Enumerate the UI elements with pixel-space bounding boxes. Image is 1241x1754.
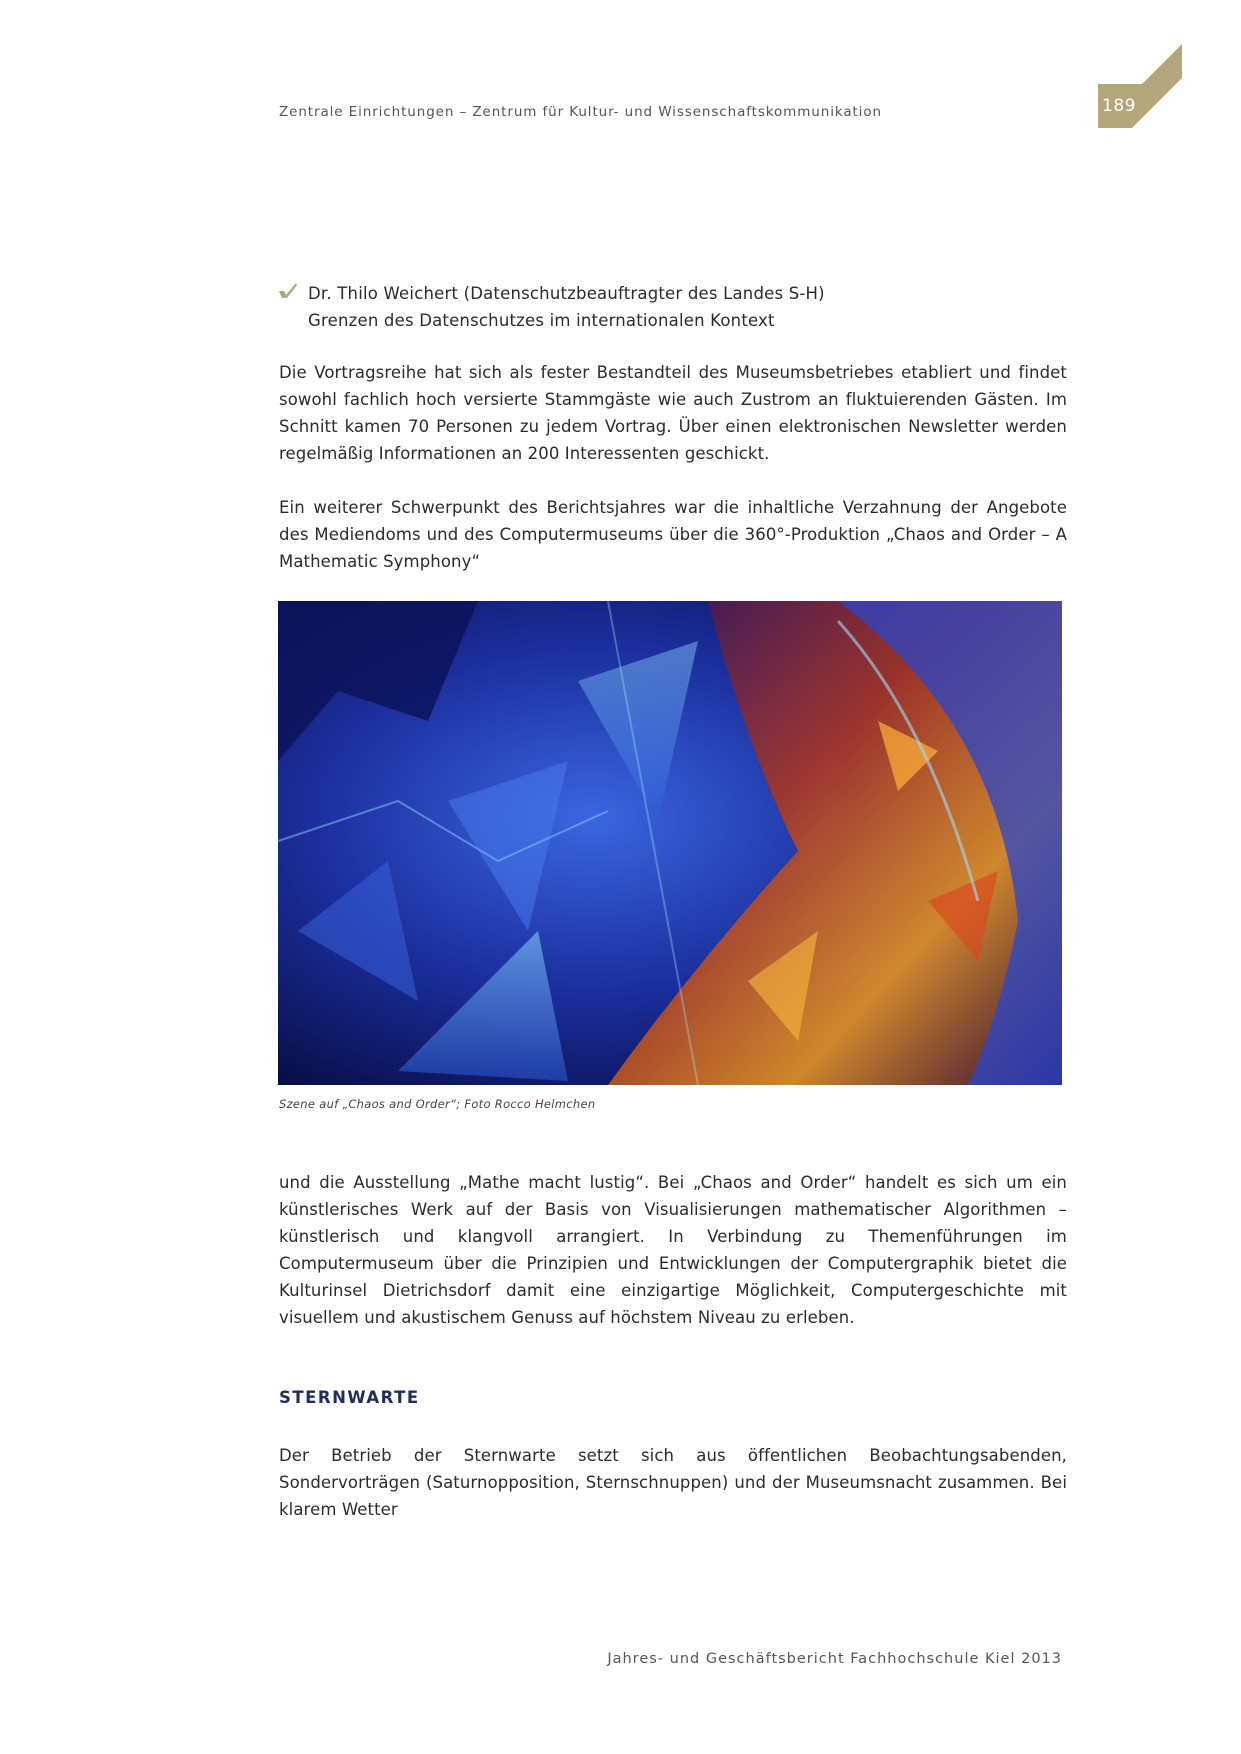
page-number: 189 xyxy=(1102,96,1136,116)
paragraph-observatory: Der Betrieb der Sternwarte setzt sich aus öffentlichen Beobachtungsabenden, Sondervorträgen (Saturnopposition, Sternschnuppen) und der Museumsnacht zusammen. Bei klarem Wetter xyxy=(279,1446,1067,1519)
fractal-photo xyxy=(278,601,1062,1085)
paragraph-exhibition: und die Ausstellung „Mathe macht lustig“. Bei „Chaos and Order“ handelt es sich um ein künstlerisches Werk auf der Basis von Visualisierungen mathematischer Algorithmen – künstlerisch und klangvoll arrangiert. In Verbindung zu Themenführungen im Computermuseum über die Prinzipien und Entwicklungen der Computergraphik bietet die Kulturinsel Dietrichsdorf damit eine einzigartige Möglichkeit, Computergeschichte mit visuellem und akustischem Genuss auf höchstem Niveau zu erleben. xyxy=(279,1173,1067,1327)
fractal-artwork xyxy=(278,601,1062,1085)
bullet-line-speaker: Dr. Thilo Weichert (Datenschutzbeauftragter des Landes S-H) xyxy=(308,284,825,303)
bullet-text xyxy=(308,280,1108,334)
bullet-line-topic: Grenzen des Datenschutzes im internationalen Kontext xyxy=(308,311,775,330)
photo-caption: Szene auf „Chaos and Order“; Foto Rocco Helmchen xyxy=(279,1097,596,1111)
running-head: Zentrale Einrichtungen – Zentrum für Kultur- und Wissenschaftskommunikation xyxy=(279,104,882,120)
section-heading: STERNWARTE xyxy=(279,1388,420,1407)
paragraph-lecture-series: Die Vortragsreihe hat sich als fester Bestandteil des Museumsbetriebes etabliert und findet sowohl fachlich hoch versierte Stammgäste wie auch Zustrom an fluktuierenden Gästen. Im Schnitt kamen 70 Personen zu jedem Vortrag. Über einen elektronischen Newsletter werden regelmäßig Informationen an 200 Interessenten geschickt. xyxy=(279,363,1067,463)
paragraph-focus: Ein weiterer Schwerpunkt des Berichtsjahres war die inhaltliche Verzahnung der Angebote des Mediendoms und des Computermuseums über die 360°-Produktion „Chaos and Order – A Mathematic Symphony“ xyxy=(279,498,1067,571)
checkmark-pen-icon xyxy=(279,282,297,298)
page-footer: Jahres- und Geschäftsbericht Fachhochschule Kiel 2013 xyxy=(607,1651,1062,1667)
